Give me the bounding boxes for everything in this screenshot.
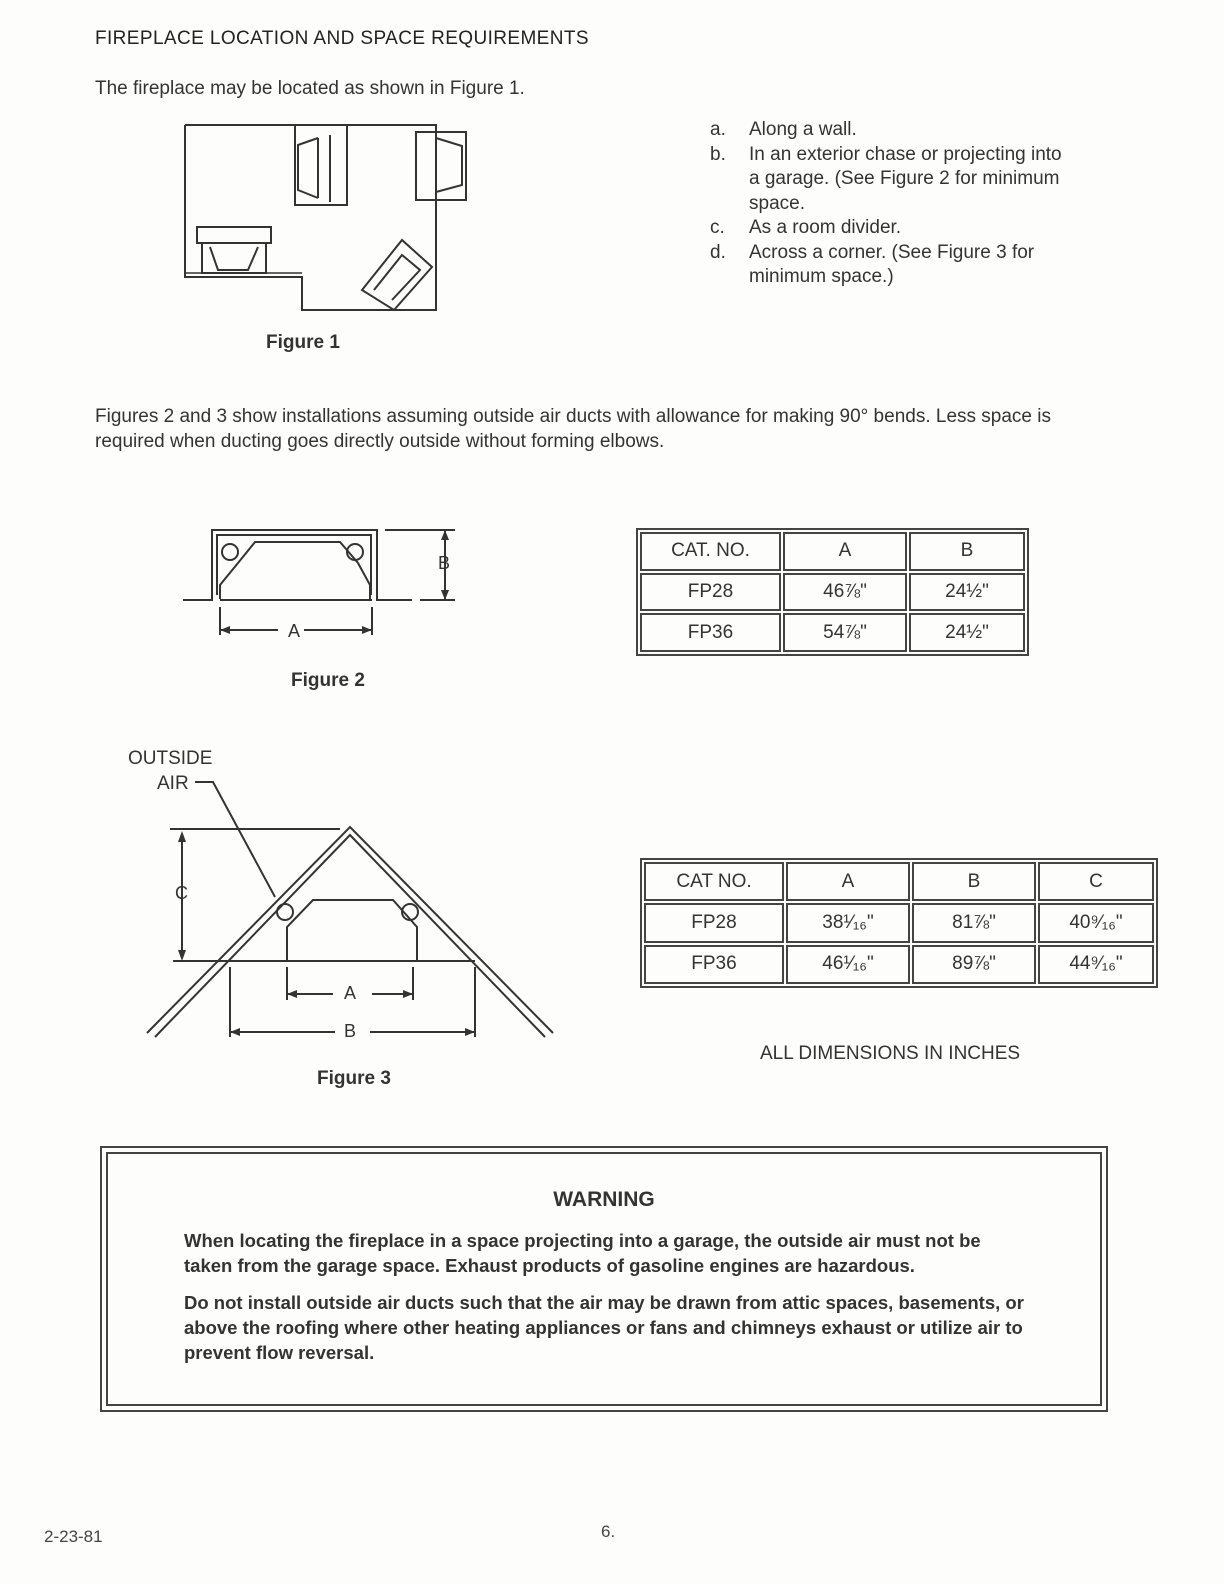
table-cell: 44⁹⁄₁₆": [1038, 945, 1154, 984]
table-cell: FP28: [640, 573, 781, 612]
figure3-diagram: [125, 745, 565, 1085]
fireplace-room-divider: [197, 227, 271, 273]
fireplace-projecting: [416, 132, 466, 200]
column-header: A: [786, 862, 910, 901]
warning-box: [100, 1146, 1108, 1412]
table-cell: FP36: [644, 945, 784, 984]
table-cell: 54⅞": [783, 613, 907, 652]
table-row: [644, 945, 1154, 984]
list-item: a. Along a wall.: [710, 119, 857, 140]
warning-paragraph-1: When locating the fireplace in a space projecting into a garage, the outside air must not be taken from the garage space. Exhaust products of gasoline engines are hazardous.: [184, 1230, 981, 1276]
column-header: A: [783, 532, 907, 571]
figure1-caption: Figure 1: [266, 332, 340, 353]
page-heading: FIREPLACE LOCATION AND SPACE REQUIREMENTS: [95, 28, 589, 49]
figure2-caption: Figure 2: [291, 670, 365, 691]
outside-air-label-line1: OUTSIDE: [128, 748, 213, 769]
fireplace-corner: [362, 240, 432, 310]
warning-paragraph-2: Do not install outside air ducts such that the air may be drawn from attic spaces, basements, or above the roofing where other heating appliances or fans and chimneys exhaust or utilize air to prevent flow reversal.: [184, 1292, 1024, 1363]
column-header: C: [1038, 862, 1154, 901]
outside-air-label-line2: AIR: [157, 773, 189, 794]
table-header-row: [640, 532, 1025, 571]
room-outline: [185, 125, 436, 310]
units-note: ALL DIMENSIONS IN INCHES: [760, 1043, 1021, 1064]
table-cell: 38¹⁄₁₆": [786, 903, 910, 942]
table-row: [640, 573, 1025, 612]
column-header: CAT. NO.: [640, 532, 781, 571]
table-cell: 89⅞": [912, 945, 1036, 984]
table-cell: 24½": [909, 573, 1025, 612]
table-cell: 24½": [909, 613, 1025, 652]
figure2-label-a: A: [288, 621, 301, 641]
warning-title: WARNING: [553, 1188, 655, 1211]
figure2-label-b: B: [438, 553, 451, 573]
page-number: 6.: [601, 1522, 616, 1541]
figure3-label-a: A: [344, 983, 357, 1003]
table-cell: 40⁹⁄₁₆": [1038, 903, 1154, 942]
figure3-caption: Figure 3: [317, 1068, 391, 1089]
figure1-floorplan: [180, 120, 480, 320]
table-cell: 81⅞": [912, 903, 1036, 942]
fireplace-wall-1: [295, 125, 347, 205]
figure2-diagram: [180, 525, 480, 655]
list-item: c. As a room divider.: [710, 217, 902, 238]
table-cell: FP28: [644, 903, 784, 942]
ducting-paragraph: Figures 2 and 3 show installations assuming outside air ducts with allowance for making 90° bends. Less space is required when ducting goes directly outside without forming elbows.: [95, 406, 1051, 452]
table-figure3-dimensions: [640, 858, 1158, 988]
table-cell: 46¹⁄₁₆": [786, 945, 910, 984]
intro-text: The fireplace may be located as shown in Figure 1.: [95, 78, 525, 99]
column-header: B: [909, 532, 1025, 571]
footer-date: 2-23-81: [44, 1527, 103, 1546]
table-cell: 46⅞": [783, 573, 907, 612]
table-figure2-dimensions: [636, 528, 1029, 656]
list-item: b. In an exterior chase or projecting into a garage. (See Figure 2 for minimum space.: [710, 143, 1062, 214]
location-options-list: [710, 118, 1069, 290]
figure3-label-c: C: [175, 883, 188, 903]
list-item: d. Across a corner. (See Figure 3 for minimum space.): [710, 241, 1035, 287]
table-cell: FP36: [640, 613, 781, 652]
table-header-row: [644, 862, 1154, 901]
figure3-label-b: B: [344, 1021, 357, 1041]
column-header: CAT NO.: [644, 862, 784, 901]
table-row: [644, 903, 1154, 942]
column-header: B: [912, 862, 1036, 901]
table-row: [640, 613, 1025, 652]
